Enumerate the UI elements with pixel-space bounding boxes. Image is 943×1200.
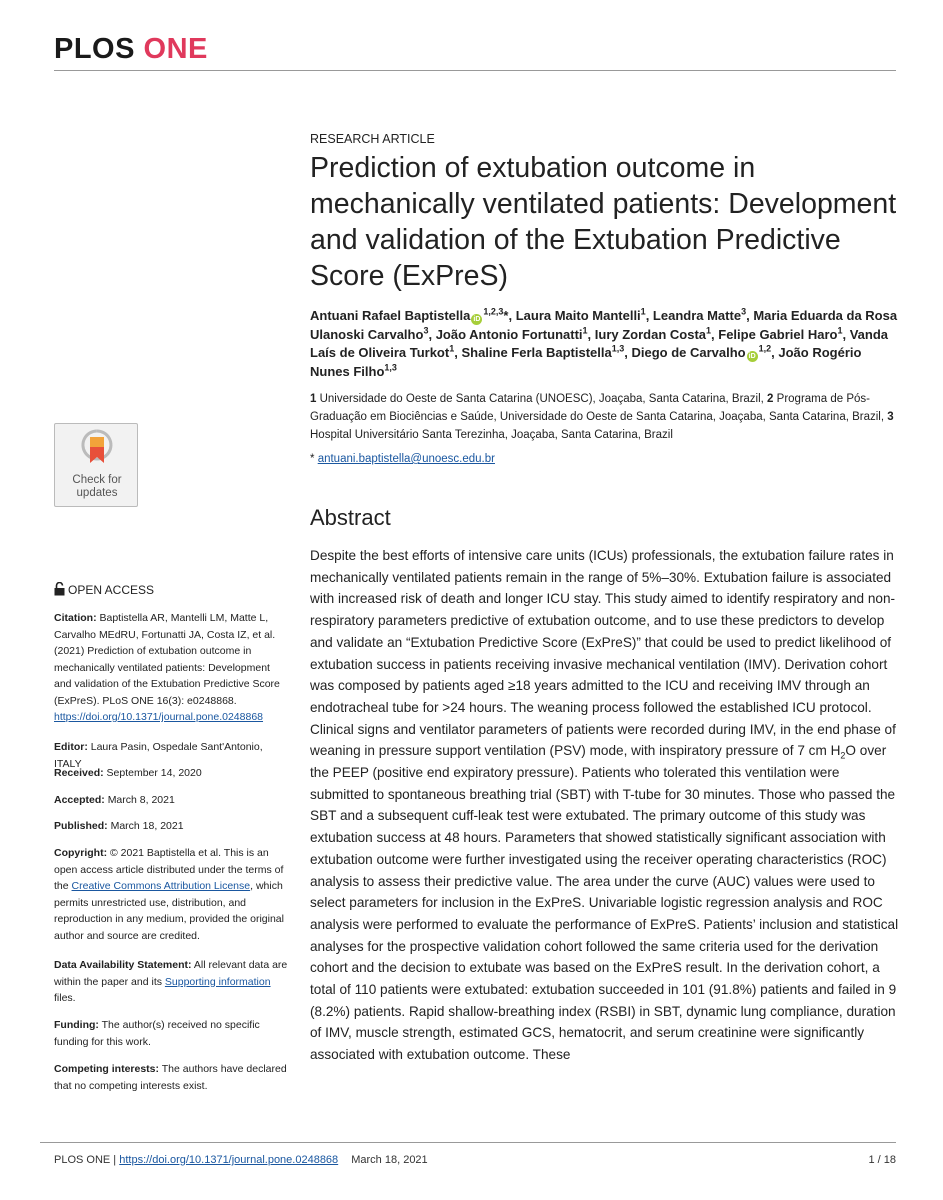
email-marker: * <box>310 453 315 465</box>
supporting-information-link[interactable]: Supporting information <box>164 975 271 988</box>
competing-interests-label: Competing interests: <box>54 1063 160 1075</box>
author-affiliation-marker: 1,3 <box>384 362 397 373</box>
author-affiliation-marker: 1,3 <box>611 343 625 354</box>
open-access-text: OPEN ACCESS <box>68 583 155 597</box>
orcid-icon[interactable]: iD <box>748 353 756 360</box>
author-affiliation-marker: 1,2,3 <box>483 306 504 317</box>
author-affiliation-marker: 1 <box>582 325 588 336</box>
author-name: João Antonio Fortunatti <box>435 326 583 342</box>
funding-label: Funding: <box>54 1019 99 1031</box>
affiliation-text: Universidade do Oeste de Santa Catarina (UNOESC), Joaçaba, Santa Catarina, Brazil, <box>316 393 768 405</box>
author-affiliation-marker: 1 <box>640 306 646 317</box>
data-availability-text-2: files. <box>54 992 76 1004</box>
page-number: 1 / 18 <box>868 1154 896 1166</box>
competing-interests-block <box>54 1061 290 1094</box>
affiliation-number: 3 <box>887 411 894 423</box>
page-footer <box>54 1154 428 1166</box>
author-name: Leandra Matte <box>652 308 742 323</box>
open-lock-icon <box>54 582 65 596</box>
author <box>631 345 771 360</box>
author-name: Felipe Gabriel Haro <box>718 326 838 342</box>
author <box>653 308 746 323</box>
author-name: João Rogério Nunes Filho <box>310 345 862 379</box>
check-for-updates-badge[interactable] <box>54 423 138 507</box>
abstract-body <box>310 545 900 1066</box>
author-affiliation-marker: 3 <box>423 325 429 336</box>
cc-license-link[interactable]: Creative Commons Attribution License <box>71 880 251 892</box>
author-affiliation-marker: 3 <box>741 306 747 317</box>
article-type: RESEARCH ARTICLE <box>310 132 435 146</box>
footer-doi-link[interactable]: https://doi.org/10.1371/journal.pone.0248868 <box>119 1154 339 1166</box>
author-affiliation-marker: 1,2 <box>758 343 772 354</box>
author-name: Maria Eduarda da Rosa Ulanoski Carvalho <box>310 308 898 342</box>
author-name: Diego de Carvalho <box>631 345 746 360</box>
author-affiliation-marker: 1 <box>837 325 843 336</box>
logo-one: ONE <box>143 33 208 65</box>
affiliation-text: Programa de Pós-Graduação em Biociências e Saúde, Universidade do Oeste de Santa Catarina, Joaçaba, Santa Catarina, Brazil, <box>310 393 888 423</box>
accepted-text: March 8, 2021 <box>107 794 175 806</box>
received-label: Received: <box>54 767 104 779</box>
article-title: Prediction of extubation outcome in mechanically ventilated patients: Development and validation of the Extubation Predictive Score (ExPreS) <box>310 152 897 292</box>
received-block <box>54 765 290 782</box>
data-availability-text-1: All relevant data are within the paper and its <box>54 959 288 988</box>
author-name: Shaline Ferla Baptistella <box>461 345 612 360</box>
published-text: March 18, 2021 <box>110 820 184 832</box>
email-link[interactable]: antuani.baptistella@unoesc.edu.br <box>317 453 495 465</box>
footer-divider <box>40 1142 896 1143</box>
editor-label: Editor: <box>54 741 88 753</box>
accepted-label: Accepted: <box>54 794 105 806</box>
open-access-label <box>54 582 290 599</box>
abstract-text-1: Despite the best efforts of intensive care units (ICUs) professionals, the extubation failure rates in mechanically ventilated patients remain in the range of 5%–30%. Extubation failure is associated with increased risk of death and longer ICU stay. This study aimed to identify respiratory and non-respiratory parameters predictive of extubation outcome, and to use these predictors to develop and validate an “Extubation Predictive Score (ExPreS)” that could be used to predict likelihood of extubation success in patients receiving invasive mechanical ventilation (IMV). Derivation cohort was composed by patients aged ≥18 years admitted to the ICU and receiving IMV through an endotracheal tube for >24 hours. The weaning process followed the established ICU protocol. Clinical signs and ventilator parameters of patients were recorded during IMV, in the end phase of weaning in pressure support ventilation (PSV) mode, with inspiratory pressure of 7 cm H <box>310 548 896 759</box>
data-availability-label: Data Availability Statement: <box>54 959 192 971</box>
affiliation-number: 2 <box>767 393 774 405</box>
footer-date: March 18, 2021 <box>351 1154 428 1166</box>
author-name: Antuani Rafael Baptistella <box>310 308 471 323</box>
author-name: Iury Zordan Costa <box>594 326 707 342</box>
footer-journal: PLOS ONE | <box>54 1154 117 1166</box>
affiliations <box>310 390 900 444</box>
competing-interests-text: The authors have declared that no competing interests exist. <box>54 1063 287 1092</box>
citation-doi-link[interactable]: https://doi.org/10.1371/journal.pone.0248868 <box>54 711 264 723</box>
received-text: September 14, 2020 <box>106 767 202 779</box>
author <box>595 327 711 342</box>
journal-logo <box>54 33 208 66</box>
author <box>461 345 624 360</box>
badge-label: Check for updates <box>72 474 122 499</box>
citation-block <box>54 610 290 726</box>
accepted-block <box>54 792 290 809</box>
abstract-text-2: O over the PEEP (positive end expiratory pressure). Patients who tolerated this ventilation were submitted to spontaneous breathing trial (SBT) with T-tube for 30 minutes. Those who passed the SBT and a subsequent cuff-leak test were extubated. The primary outcome of this study was extubation success at 48 hours. Parameters that showed statistically significant association with extubation outcome were further investigated using the receiver operating characteristics (ROC) analysis to assess their predictive value. The area under the curve (AUC) values were used to select parameters for inclusion in the ExPreS. Univariable logistic regression analysis and ROC analysis were performed to evaluate the performance of ExPreS. Patients’ inclusion and statistical analyses for the prospective validation cohort followed the same criteria used for the derivation cohort and the decision to extubate was based on the ExPreS result. In the derivation cohort, a total of 110 patients were extubated: extubation succeeded in 101 (91.8%) patients and failed in 9 (8.2%) patients. Rapid shallow-breathing index (RSBI) in SBT, dynamic lung compliance, duration of IMV, muscle strength, estimated GCS, hematocrit, and serum creatinine were significantly associated with extubation outcome. These <box>310 743 899 1063</box>
corresponding-email <box>310 453 900 465</box>
logo-plos: PLOS <box>54 33 135 65</box>
data-availability-block <box>54 957 290 1007</box>
bookmark-icon <box>81 429 113 473</box>
copyright-label: Copyright: <box>54 847 108 859</box>
author <box>516 308 646 323</box>
funding-text: The author(s) received no specific funding for this work. <box>54 1019 260 1048</box>
author-list: Antuani Rafael Baptistella iD$^{1,2,3}$*, Laura Maito Mantelli$^1$, Leandra Matte$^3$, Maria Eduarda da Rosa Ulanoski Carvalho$^3$, João Antonio Fortunatti$^1$, Iury Zordan Costa$^1$, Felipe Gabriel Haro$^1$, Vanda Laís de Oliveira Turkot$^1$, Shaline Ferla Baptistella$^{1,3}$, Diego de Carvalho iD$^{1,2}$, João Rogério Nunes Filho$^{1,3}$ <box>310 306 898 379</box>
abstract-heading: Abstract <box>310 505 391 530</box>
affiliation-number: 1 <box>310 393 317 405</box>
citation-label: Citation: <box>54 612 97 624</box>
published-label: Published: <box>54 820 108 832</box>
author <box>718 327 842 342</box>
copyright-text-1: © 2021 Baptistella et al. This is an open access article distributed under the terms of the <box>54 847 284 892</box>
author-name: Vanda Laís de Oliveira Turkot <box>310 326 889 360</box>
author-affiliation-marker: 1 <box>449 343 455 354</box>
affiliation-text: Hospital Universitário Santa Terezinha, Joaçaba, Santa Catarina, Brazil <box>310 429 673 441</box>
published-block <box>54 818 290 835</box>
author <box>436 327 588 342</box>
funding-block <box>54 1017 290 1050</box>
copyright-text-2: , which permits unrestricted use, distribution, and reproduction in any medium, provided the original author and source are credited. <box>54 880 284 942</box>
corresponding-marker: * <box>503 308 509 323</box>
editor-text: Laura Pasin, Ospedale Sant'Antonio, ITALY <box>54 741 263 770</box>
header-divider <box>54 70 896 71</box>
abstract-subscript: 2 <box>840 751 846 762</box>
copyright-block <box>54 845 290 944</box>
citation-text: Baptistella AR, Mantelli LM, Matte L, Carvalho MEdRU, Fortunatti JA, Costa IZ, et al. (2021) Prediction of extubation outcome in mechanically ventilated patients: Development and validation of the Extubation Predictive Score (ExPreS). PLoS ONE 16(3): e0248868. <box>54 612 280 707</box>
author-name: Laura Maito Mantelli <box>515 308 641 323</box>
orcid-icon[interactable]: iD <box>473 316 481 323</box>
author <box>310 308 508 323</box>
author-affiliation-marker: 1 <box>706 325 712 336</box>
